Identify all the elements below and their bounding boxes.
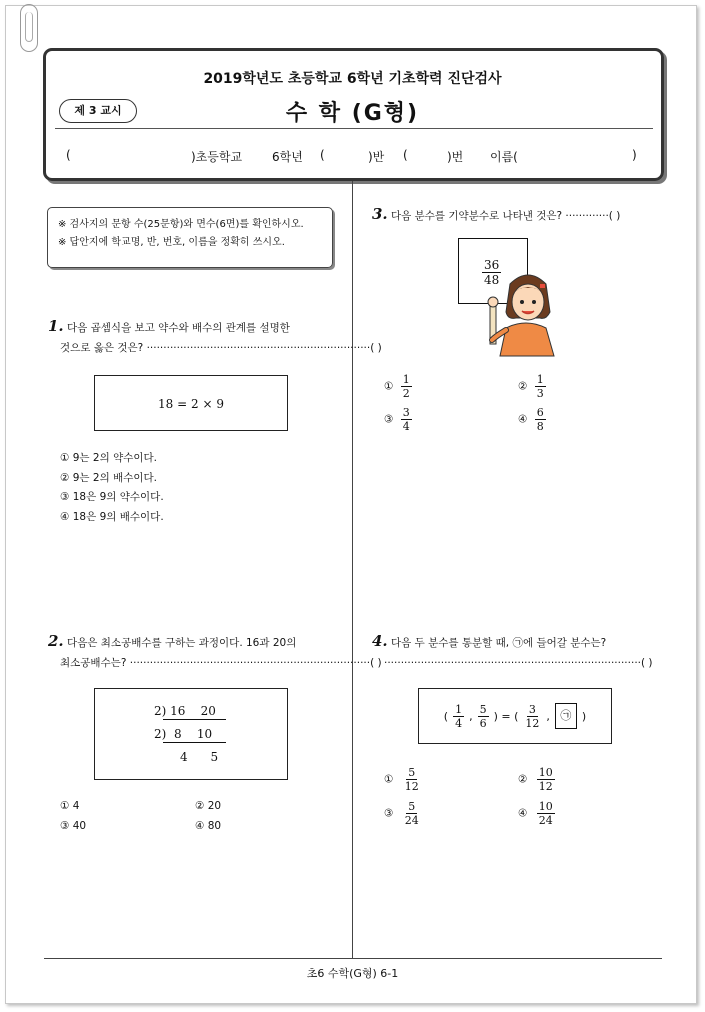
q3-choice-3-fraction <box>401 406 412 433</box>
page-footer: 초6 수학(G형) 6-1 <box>306 967 399 980</box>
q4-choice-1-mark: ① <box>384 773 394 786</box>
q3-choice-4-den: 8 <box>536 420 544 433</box>
q2-underline-2 <box>163 742 226 743</box>
exam-subject: 수 학 (G형) <box>285 101 420 126</box>
q4-choice-1-den: 12 <box>404 780 419 793</box>
paper-clip-inner <box>25 12 33 42</box>
q2-row-3: 4 5 <box>180 750 219 764</box>
q4-f3-num: 3 <box>528 702 536 716</box>
q4-choice-4-fraction <box>537 800 555 827</box>
q4-choice-2-num: 10 <box>538 766 553 779</box>
grade-label: 6학년 <box>272 150 303 164</box>
q4-fraction-3 <box>523 703 541 730</box>
q1-choice-4[interactable]: ④ 18은 9의 배수이다. <box>60 510 164 523</box>
q2-choice-1[interactable]: ① 4 <box>60 800 80 812</box>
q3-choice-1-den: 2 <box>402 387 410 400</box>
q3-choice-2[interactable] <box>518 373 546 400</box>
q3-choice-1-mark: ① <box>384 380 394 393</box>
q2-text-line2: 최소공배수는? ········································································( ) <box>60 657 382 669</box>
q2-number: 2. <box>48 632 64 650</box>
q3-text: 다음 분수를 기약분수로 나타낸 것은? ·············( ) <box>391 210 621 222</box>
q4-choice-4[interactable] <box>518 800 555 827</box>
q4-choice-3[interactable] <box>384 800 421 827</box>
notice-line-1: ※ 검사지의 문항 수(25문항)와 면수(6면)를 확인하시오. <box>58 219 304 230</box>
period-badge: 제 3 교시 <box>59 99 137 123</box>
class-label: )반 <box>368 150 385 164</box>
q4-f3-den: 12 <box>525 716 540 730</box>
q1-choice-1[interactable]: ① 9는 2의 약수이다. <box>60 452 157 464</box>
q4-open-paren: ( <box>443 709 449 723</box>
q4-text-line2: ·············································································( ) <box>384 657 653 669</box>
q4-choice-2-mark: ② <box>518 773 528 786</box>
q3-choice-1-num: 1 <box>402 373 410 386</box>
q4-choice-3-num: 5 <box>408 800 416 813</box>
q3-choice-4-fraction <box>535 406 546 433</box>
q4-f2-num: 5 <box>479 702 487 716</box>
q4-f1-num: 1 <box>455 702 463 716</box>
q2-choice-2[interactable]: ② 20 <box>195 800 222 812</box>
column-divider <box>352 181 353 959</box>
q4-choice-2-fraction <box>537 766 555 793</box>
q4-number: 4. <box>372 632 388 650</box>
notice-line-2: ※ 답안지에 학교명, 반, 번호, 이름을 정확히 쓰시오. <box>58 237 285 248</box>
q4-equals: ) = ( <box>493 709 519 723</box>
q3-choice-3-mark: ③ <box>384 413 394 426</box>
q4-choice-1[interactable] <box>384 766 421 793</box>
q3-sign-denominator: 48 <box>484 273 500 287</box>
footer-divider <box>44 958 662 959</box>
q2-row-2: 2) 8 10 <box>154 727 213 741</box>
q4-expression-box <box>418 688 612 744</box>
q3-sign-numerator: 36 <box>484 258 500 272</box>
q4-choice-1-fraction <box>403 766 421 793</box>
q4-choice-4-den: 24 <box>538 814 553 827</box>
q4-choice-4-mark: ④ <box>518 807 528 820</box>
number-open: ( <box>403 148 408 162</box>
q4-fraction-2 <box>478 703 489 730</box>
q3-number: 3. <box>372 205 388 223</box>
q4-fraction-1 <box>453 703 464 730</box>
q1-choice-3[interactable]: ③ 18은 9의 약수이다. <box>60 491 164 503</box>
q3-choice-2-den: 3 <box>536 387 544 400</box>
notice-box <box>47 207 333 268</box>
q3-choice-3-den: 4 <box>402 420 410 433</box>
q3-choice-4-mark: ④ <box>518 413 528 426</box>
q4-choice-2-den: 12 <box>538 780 553 793</box>
q3-choice-2-mark: ② <box>518 380 528 393</box>
question-3 <box>372 204 672 226</box>
q3-choice-2-fraction <box>535 373 546 400</box>
question-4 <box>372 631 672 673</box>
q4-choice-3-fraction <box>403 800 421 827</box>
question-1 <box>48 316 382 358</box>
q4-choice-4-num: 10 <box>538 800 553 813</box>
number-label: )번 <box>447 150 464 164</box>
q1-choice-2[interactable]: ② 9는 2의 배수이다. <box>60 471 157 484</box>
question-2 <box>48 631 382 673</box>
q2-row-1: 2) 16 20 <box>154 704 216 718</box>
exam-title: 2019학년도 초등학교 6학년 기초학력 진단검사 <box>203 71 502 87</box>
q1-text-line1: 다음 곱셈식을 보고 약수와 배수의 관계를 설명한 <box>67 322 290 334</box>
girl-illustration-icon <box>470 266 570 356</box>
q2-underline-1 <box>163 719 226 720</box>
q1-equation-box: 18 = 2 × 9 <box>94 375 288 431</box>
q1-choices <box>60 449 164 527</box>
q4-f2-den: 6 <box>479 716 487 730</box>
q3-choice-3[interactable] <box>384 406 412 433</box>
school-label: )초등학교 <box>191 150 243 164</box>
q3-choice-2-num: 1 <box>536 373 544 386</box>
name-label: 이름( <box>490 150 518 164</box>
q4-comma-2: , <box>546 709 550 723</box>
q4-close-paren: ) <box>581 709 587 723</box>
q3-choice-1-fraction <box>401 373 412 400</box>
q3-choice-4[interactable] <box>518 406 546 433</box>
q4-choice-3-den: 24 <box>404 814 419 827</box>
q4-f1-den: 4 <box>455 716 463 730</box>
q2-choice-4[interactable]: ④ 80 <box>195 820 222 832</box>
q3-choice-4-num: 6 <box>536 406 544 419</box>
header-divider <box>55 128 653 129</box>
q4-choice-1-num: 5 <box>408 766 416 779</box>
q4-text-line1: 다음 두 분수를 통분할 때, ㉠에 들어갈 분수는? <box>391 637 607 649</box>
school-open: ( <box>66 148 71 162</box>
q4-comma-1: , <box>469 709 473 723</box>
name-close: ) <box>632 148 637 162</box>
q2-text-line1: 다음은 최소공배수를 구하는 과정이다. 16과 20의 <box>67 637 297 649</box>
q4-choice-2[interactable] <box>518 766 555 793</box>
q3-choice-3-num: 3 <box>402 406 410 419</box>
q4-blank-box: ㉠ <box>555 703 577 729</box>
class-open: ( <box>320 148 325 162</box>
q1-text-line2: 것으로 옳은 것은? ···································································( ) <box>60 342 382 354</box>
q1-number: 1. <box>48 317 64 335</box>
q2-choice-3[interactable]: ③ 40 <box>60 820 87 832</box>
q4-choice-3-mark: ③ <box>384 807 394 820</box>
q3-choice-1[interactable] <box>384 373 412 400</box>
